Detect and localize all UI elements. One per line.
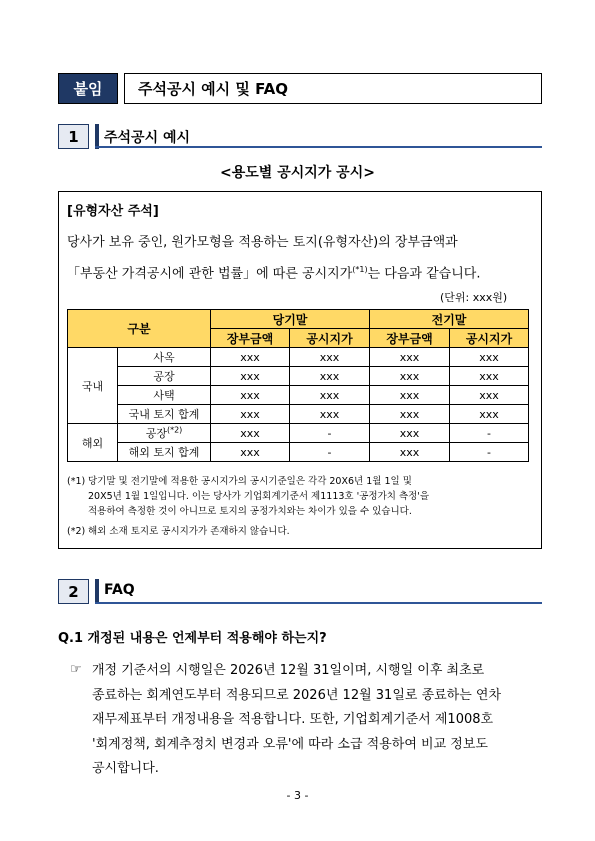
unit-label: (단위: xxx원) (440, 291, 508, 304)
row-label: 공장 (118, 367, 211, 386)
row-label: 국내 토지 합계 (118, 405, 211, 424)
row-label: 사택 (118, 386, 211, 405)
table-row (68, 405, 529, 424)
section-title: FAQ (104, 582, 135, 598)
page-number: - 3 - (286, 789, 309, 802)
section-number: 1 (58, 124, 89, 149)
cell: - (290, 424, 370, 443)
appendix-badge: 붙임 (58, 73, 118, 104)
section-rule (95, 146, 542, 148)
appendix-title: 주석공시 예시 및 FAQ (124, 73, 542, 104)
section-bar (95, 579, 99, 604)
faq-answer: 개정 기준서의 시행일은 2026년 12월 31일이며, 시행일 이후 최초로 종료하는 회계연도부터 적용되므로 2026년 12월 31일로 종료하는 연차 재무제표부터 개정내용을 적용합니다. 또한, 기업회계기준서 제1008호 '회계정책, 회계추정치 변경과 오류'에 따라 소급 적용하여 비교 정보도 공시합니다. (92, 663, 502, 776)
cell: xxx (370, 386, 450, 405)
row-label: 해외 토지 합계 (118, 443, 211, 462)
cell: xxx (211, 405, 290, 424)
cell: - (450, 424, 529, 443)
table-header-official: 공시지가 (450, 329, 529, 348)
section-number: 2 (58, 579, 89, 604)
cell: xxx (290, 405, 370, 424)
cell: xxx (211, 348, 290, 367)
section-rule (95, 602, 542, 604)
table-header-category: 구분 (68, 310, 211, 348)
table-row (68, 386, 529, 405)
table-header-book: 장부금액 (211, 329, 290, 348)
section-title: 주석공시 예시 (104, 130, 191, 146)
example-paragraph-line: 「부동산 가격공시에 관한 법률」에 따른 공시지가$^{(*1)}$는 다음과 같습니다. (67, 265, 481, 282)
row-label: 사옥 (118, 348, 211, 367)
cell: xxx (211, 386, 290, 405)
cell: xxx (211, 367, 290, 386)
cell: xxx (370, 443, 450, 462)
region-overseas: 해외 (68, 424, 118, 462)
cell: xxx (450, 367, 529, 386)
cell: xxx (290, 348, 370, 367)
footnote-1: (*1) 당기말 및 전기말에 적용한 공시지가의 공시기준일은 각각 20X6년 1월 1일 및 20X5년 1월 1일입니다. 이는 당사가 기업회계기준서 제1113호 '공정가치 측정'을 적용하여 측정한 것이 아니므로 토지의 공정가치와는 차이가 있을 수 있습니다. (67, 476, 430, 517)
cell: - (450, 443, 529, 462)
pointing-hand-icon: ☞ (70, 662, 82, 677)
cell: xxx (450, 405, 529, 424)
cell: xxx (370, 424, 450, 443)
table-header-official: 공시지가 (290, 329, 370, 348)
table-row (68, 367, 529, 386)
cell: xxx (370, 367, 450, 386)
cell: xxx (370, 405, 450, 424)
example-caption: <용도별 공시지가 공시> (220, 165, 375, 181)
table-header-current: 당기말 (211, 310, 370, 329)
table-row (68, 443, 529, 462)
table-row (68, 348, 529, 367)
cell: xxx (211, 443, 290, 462)
example-heading: [유형자산 주석] (67, 204, 159, 219)
cell: xxx (450, 386, 529, 405)
faq-question: Q.1 개정된 내용은 언제부터 적용해야 하는지? (58, 631, 327, 646)
region-domestic: 국내 (68, 348, 118, 424)
cell: xxx (370, 348, 450, 367)
land-value-table (67, 309, 529, 462)
cell: xxx (290, 367, 370, 386)
table-header-book: 장부금액 (370, 329, 450, 348)
cell: xxx (211, 424, 290, 443)
cell: xxx (450, 348, 529, 367)
footnote-2: (*2) 해외 소재 토지로 공시지가가 존재하지 않습니다. (67, 526, 290, 537)
row-label: 공장$^{(*2)}$ (118, 424, 211, 443)
table-header-prior: 전기말 (370, 310, 529, 329)
cell: xxx (290, 386, 370, 405)
cell: - (290, 443, 370, 462)
table-row (68, 424, 529, 443)
example-paragraph-line: 당사가 보유 중인, 원가모형을 적용하는 토지(유형자산)의 장부금액과 (67, 235, 458, 250)
